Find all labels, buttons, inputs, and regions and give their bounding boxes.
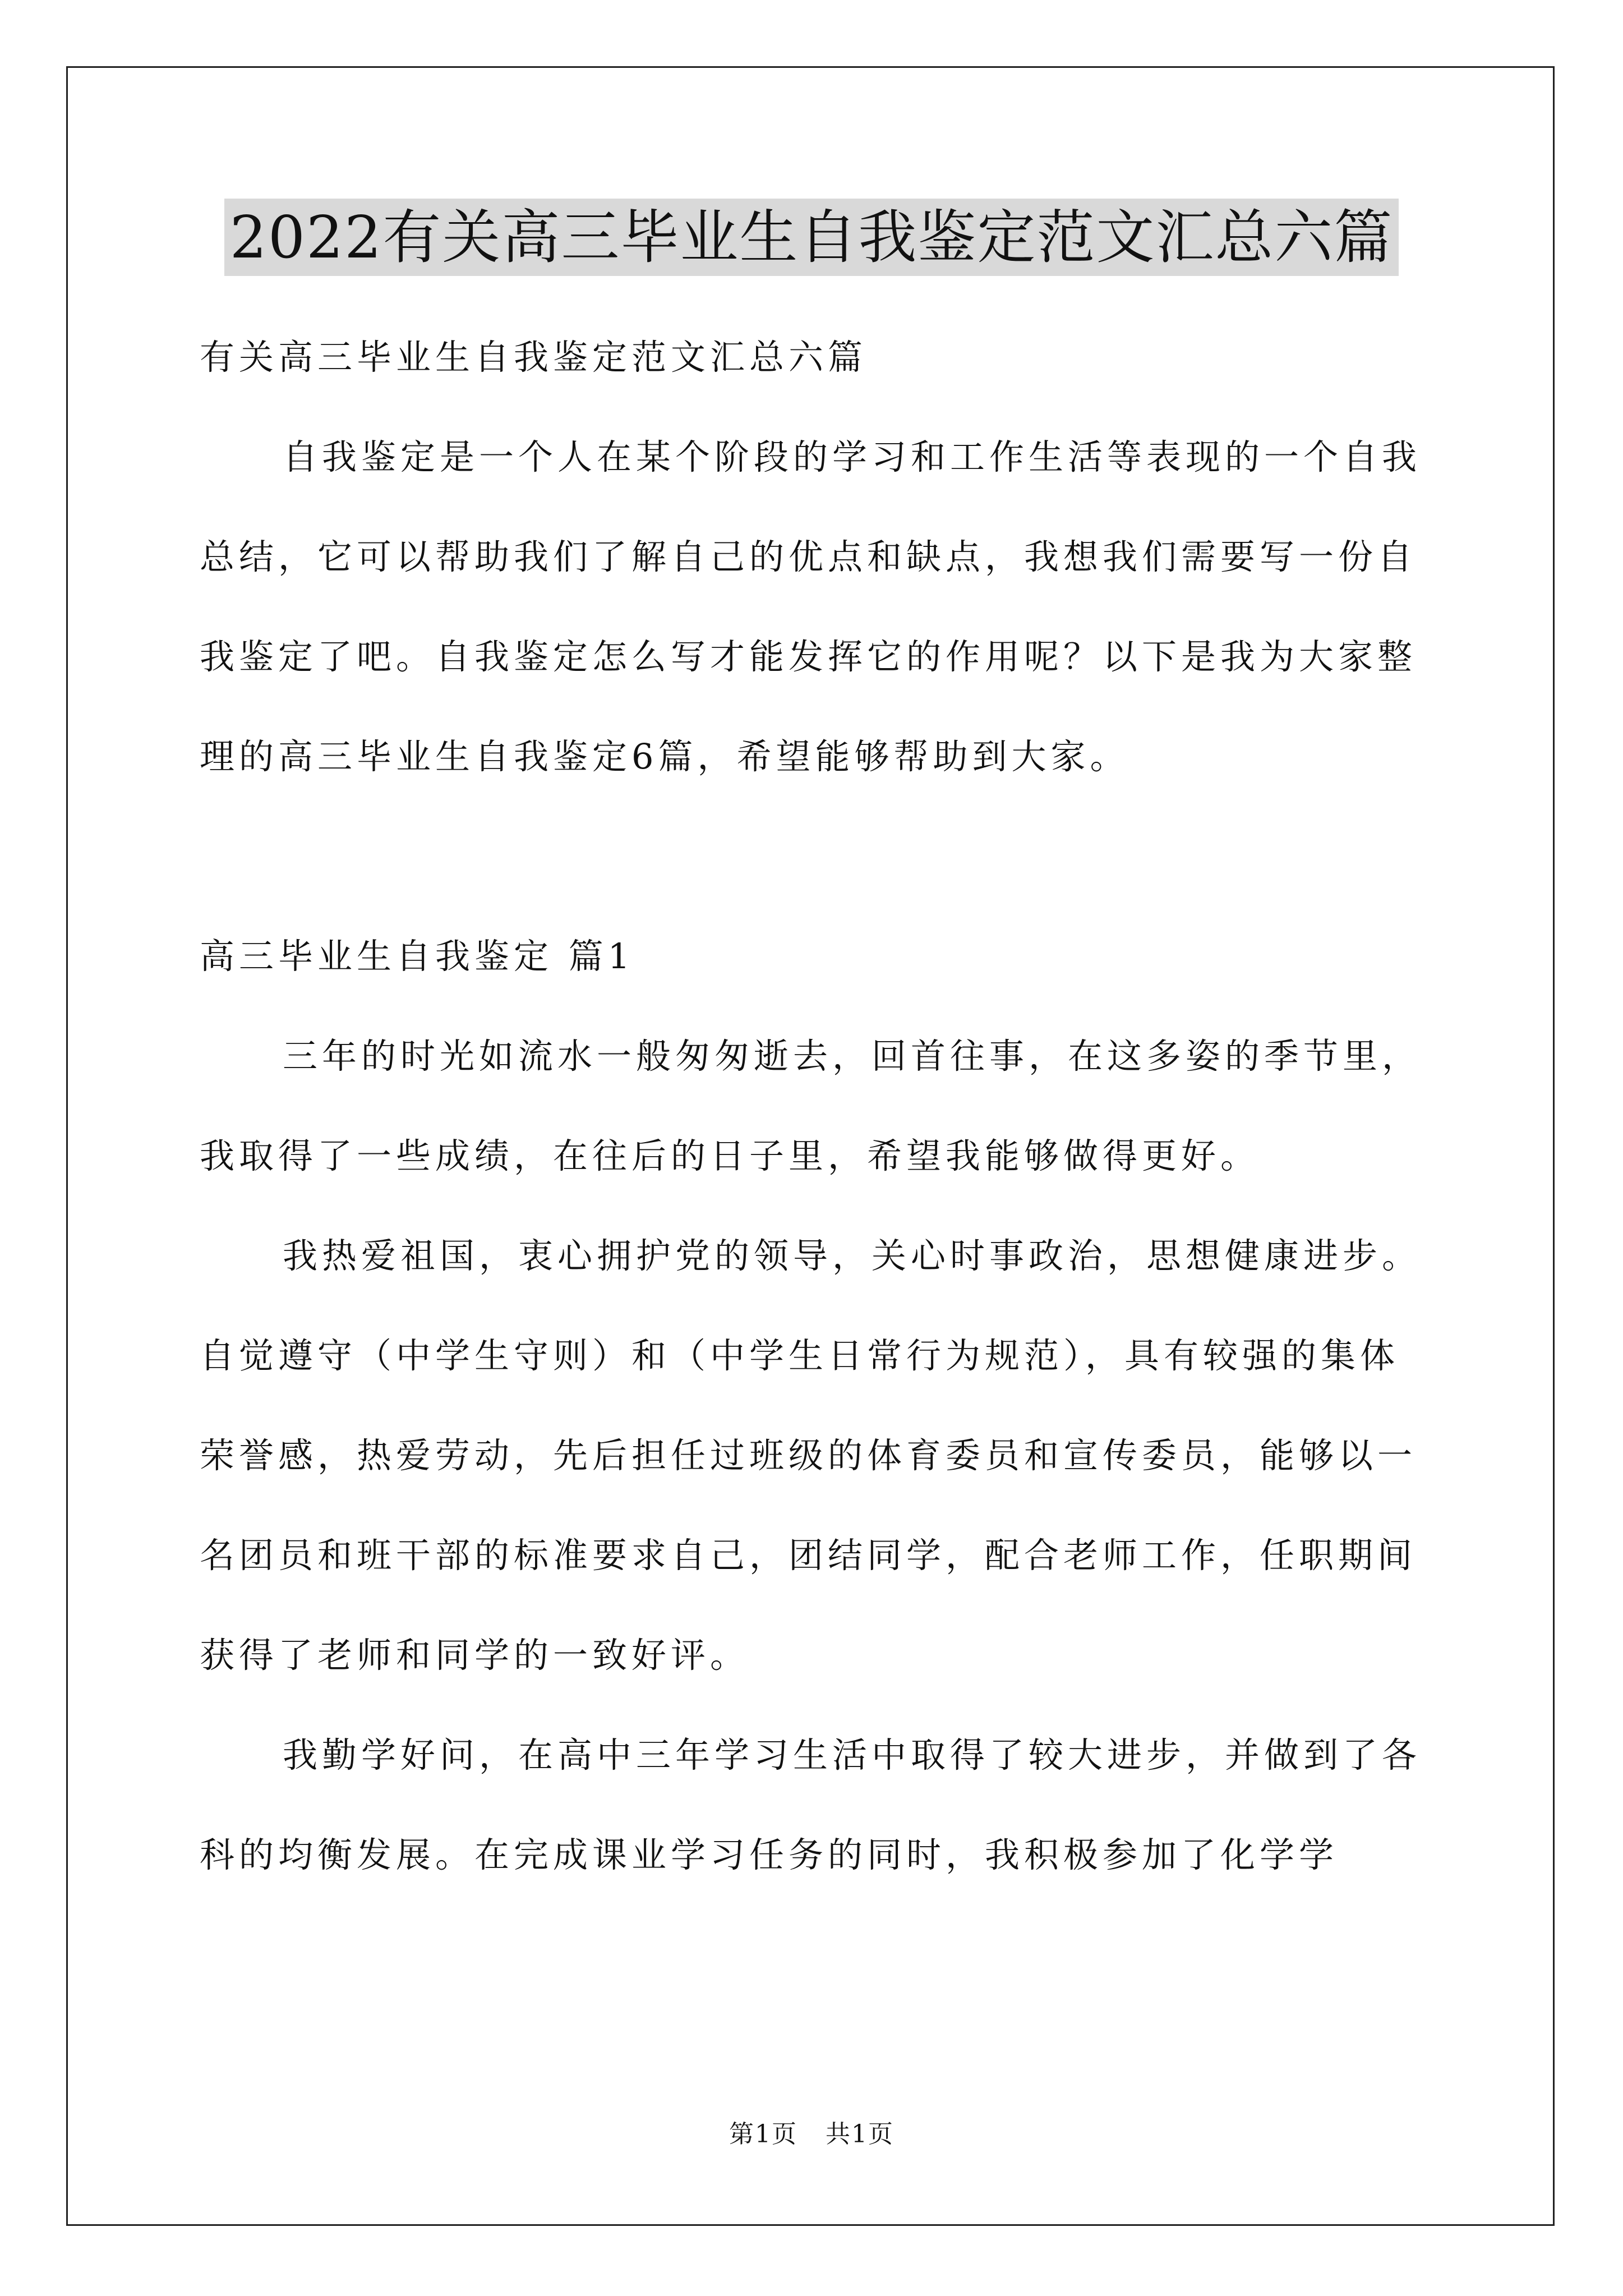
- body-paragraph-3: 我勤学好问，在高中三年学习生活中取得了较大进步，并做到了各科的均衡发展。在完成课业学习任务的同时，我积极参加了化学学: [200, 1734, 1422, 1875]
- document-body: [200, 307, 1431, 1905]
- document-title-text: 2022有关高三毕业生自我鉴定范文汇总六篇: [224, 199, 1399, 276]
- document-title: [0, 201, 1623, 274]
- page-number-total: 共1页: [826, 2120, 894, 2148]
- body-paragraph-2: 我热爱祖国，衷心拥护党的领导，关心时事政治，思想健康进步。自觉遵守（中学生守则）和（中学生日常行为规范），具有较强的集体荣誉感，热爱劳动，先后担任过班级的体育委员和宣传委员，能够以一名团员和班干部的标准要求自己，团结同学，配合老师工作，任职期间获得了老师和同学的一致好评。: [200, 1235, 1422, 1676]
- document-subtitle: 有关高三毕业生自我鉴定范文汇总六篇: [200, 337, 868, 378]
- body-paragraph-1: 三年的时光如流水一般匆匆逝去，回首往事，在这多姿的季节里，我取得了一些成绩，在往后的日子里，希望我能够做得更好。: [200, 1036, 1422, 1176]
- intro-paragraph: 自我鉴定是一个人在某个阶段的学习和工作生活等表现的一个自我总结，它可以帮助我们了解自己的优点和缺点，我想我们需要写一份自我鉴定了吧。自我鉴定怎么写才能发挥它的作用呢？以下是我为大家整理的高三毕业生自我鉴定6篇，希望能够帮助到大家。: [200, 436, 1422, 777]
- page-number-current: 第1页: [729, 2120, 797, 2148]
- section-heading: 高三毕业生自我鉴定 篇1: [200, 936, 635, 977]
- page-footer: [0, 2118, 1623, 2151]
